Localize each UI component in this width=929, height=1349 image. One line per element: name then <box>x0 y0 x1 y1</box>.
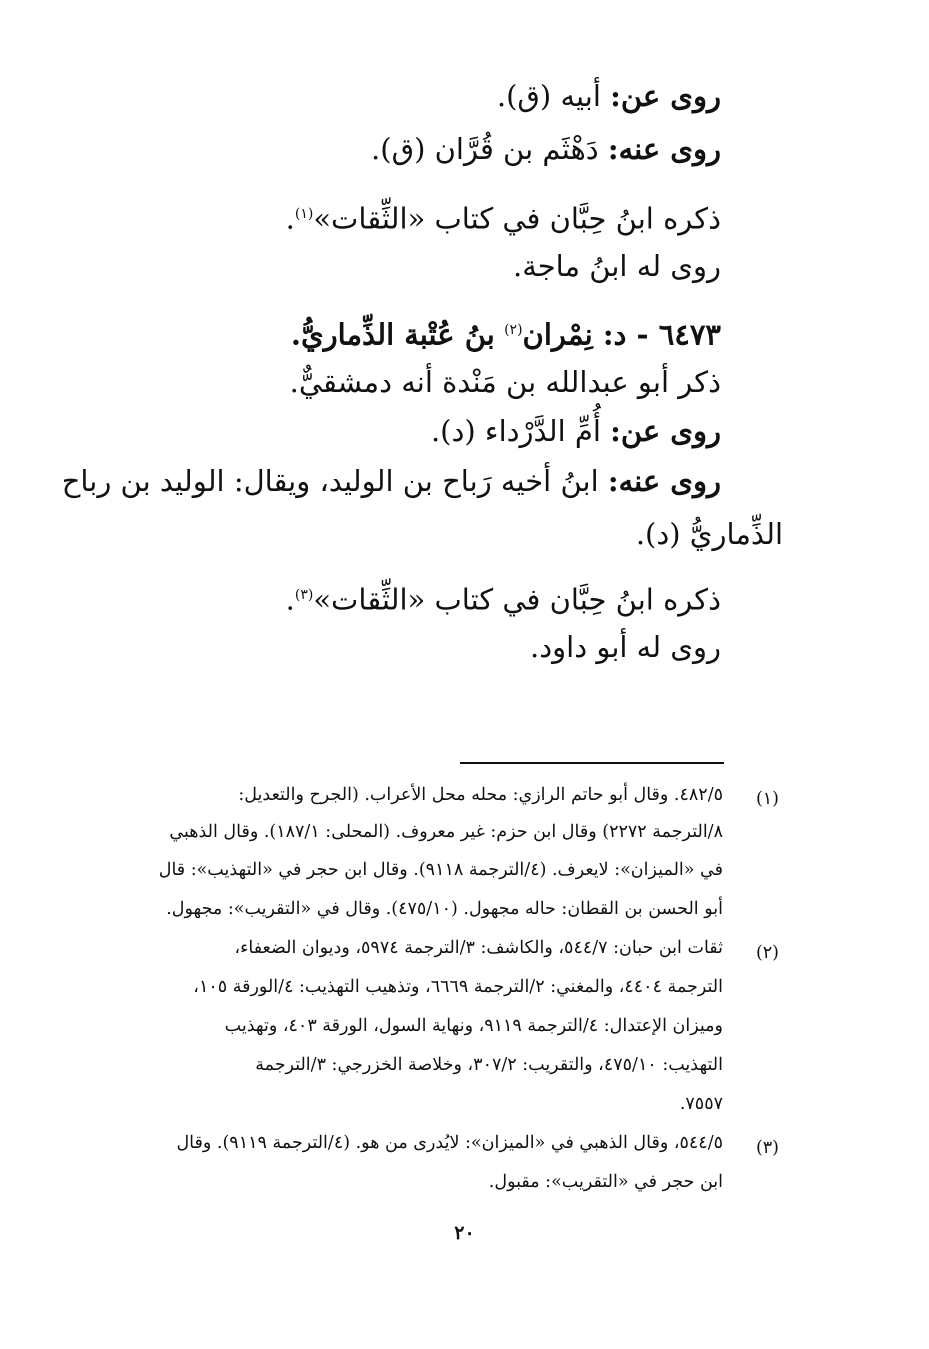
footnote-number: (١) <box>755 789 779 809</box>
footnote-line: ٨/الترجمة ٢٢٧٢) وقال ابن حزم: غير معروف. (المحلى: ١٨٧/١). وقال الذهبي <box>169 822 723 842</box>
line-text: أبيه (ق). <box>496 79 601 113</box>
line-text: دَهْثَم بن قُرَّان (ق). <box>371 132 599 166</box>
footnote-ref[interactable]: (٢) <box>504 322 523 338</box>
footnote-line: ٤٨٢/٥. وقال أبو حاتم الرازي: محله محل الأعراب. (الجرح والتعديل: <box>238 785 723 805</box>
line-text: ذكره ابنُ حِبَّان في كتاب «الثِّقات» <box>313 582 721 617</box>
abu-dawud-line <box>530 627 721 667</box>
ibn-majah-line <box>513 246 721 286</box>
footnote-line: ٥٤٤/٥، وقال الذهبي في «الميزان»: لايُدرى من هو. (٤/الترجمة ٩١١٩). وقال <box>176 1133 723 1153</box>
ibn-hibban-line <box>286 575 721 620</box>
footnote-number: (٢) <box>755 943 779 963</box>
label-narrated-from: روى عن: <box>610 414 721 448</box>
ibn-mandah-line <box>290 362 721 402</box>
label-narrated-by: روى عنه: <box>607 132 721 166</box>
footnote-number: (٣) <box>755 1138 779 1158</box>
page-number: ٢٠ <box>454 1222 475 1244</box>
line-text: الذِّماريُّ (د). <box>635 517 783 551</box>
narrated-from-line <box>431 411 721 451</box>
line-text: أُمِّ الدَّرْداء (د). <box>430 414 601 448</box>
entry-heading <box>291 310 721 355</box>
footnote-line: في «الميزان»: لايعرف. (٤/الترجمة ٩١١٨). وقال ابن حجر في «التهذيب»: قال <box>158 860 723 880</box>
footnote-line: ٧٥٥٧. <box>679 1094 723 1114</box>
line-text: روى له ابنُ ماجة. <box>512 249 721 283</box>
line-text: ابنُ أخيه رَباح بن الوليد، ويقال: الوليد بن رباح <box>61 464 599 498</box>
footnote-ref[interactable]: (٣) <box>294 587 314 603</box>
footnote-separator <box>460 762 724 764</box>
line-text: ذكر أبو عبدالله بن مَنْدة أنه دمشقيٌّ. <box>289 365 721 399</box>
footnote-line: التهذيب: ٤٧٥/١٠، والتقريب: ٣٠٧/٢، وخلاصة الخزرجي: ٣/الترجمة <box>255 1055 723 1075</box>
entry-number: ٦٤٧٣ - د: نِمْران <box>522 317 721 352</box>
label-narrated-from: روى عن: <box>610 79 721 113</box>
narrated-by-line <box>371 129 721 169</box>
footnote-line: وميزان الإعتدال: ٤/الترجمة ٩١١٩، ونهاية السول، الورقة ٤٠٣، وتهذيب <box>224 1016 723 1036</box>
footnote-ref[interactable]: (١) <box>294 206 314 222</box>
label-narrated-by: روى عنه: <box>607 464 721 498</box>
line-end: . <box>285 582 295 617</box>
footnote-line: الترجمة ٤٤٠٤، والمغني: ٢/الترجمة ٦٦٦٩، وتذهيب التهذيب: ٤/الورقة ١٠٥، <box>193 977 723 997</box>
entry-name: بنُ عُتْبة الذِّماريُّ. <box>290 317 495 352</box>
footnote-line: أبو الحسن بن القطان: حاله مجهول. (٤٧٥/١٠). وقال في «التقريب»: مجهول. <box>166 899 723 919</box>
line-text: ذكره ابنُ حِبَّان في كتاب «الثِّقات» <box>313 201 721 236</box>
narrated-by-line <box>62 461 721 501</box>
line-text: روى له أبو داود. <box>530 630 721 664</box>
line-end: . <box>285 201 295 236</box>
continued-line <box>636 514 783 554</box>
ibn-hibban-line <box>286 194 721 239</box>
narrated-from-line <box>497 76 721 116</box>
footnote-line: ابن حجر في «التقريب»: مقبول. <box>488 1172 723 1192</box>
footnote-line: ثقات ابن حبان: ٥٤٤/٧، والكاشف: ٣/الترجمة ٥٩٧٤، وديوان الضعفاء، <box>234 938 723 958</box>
